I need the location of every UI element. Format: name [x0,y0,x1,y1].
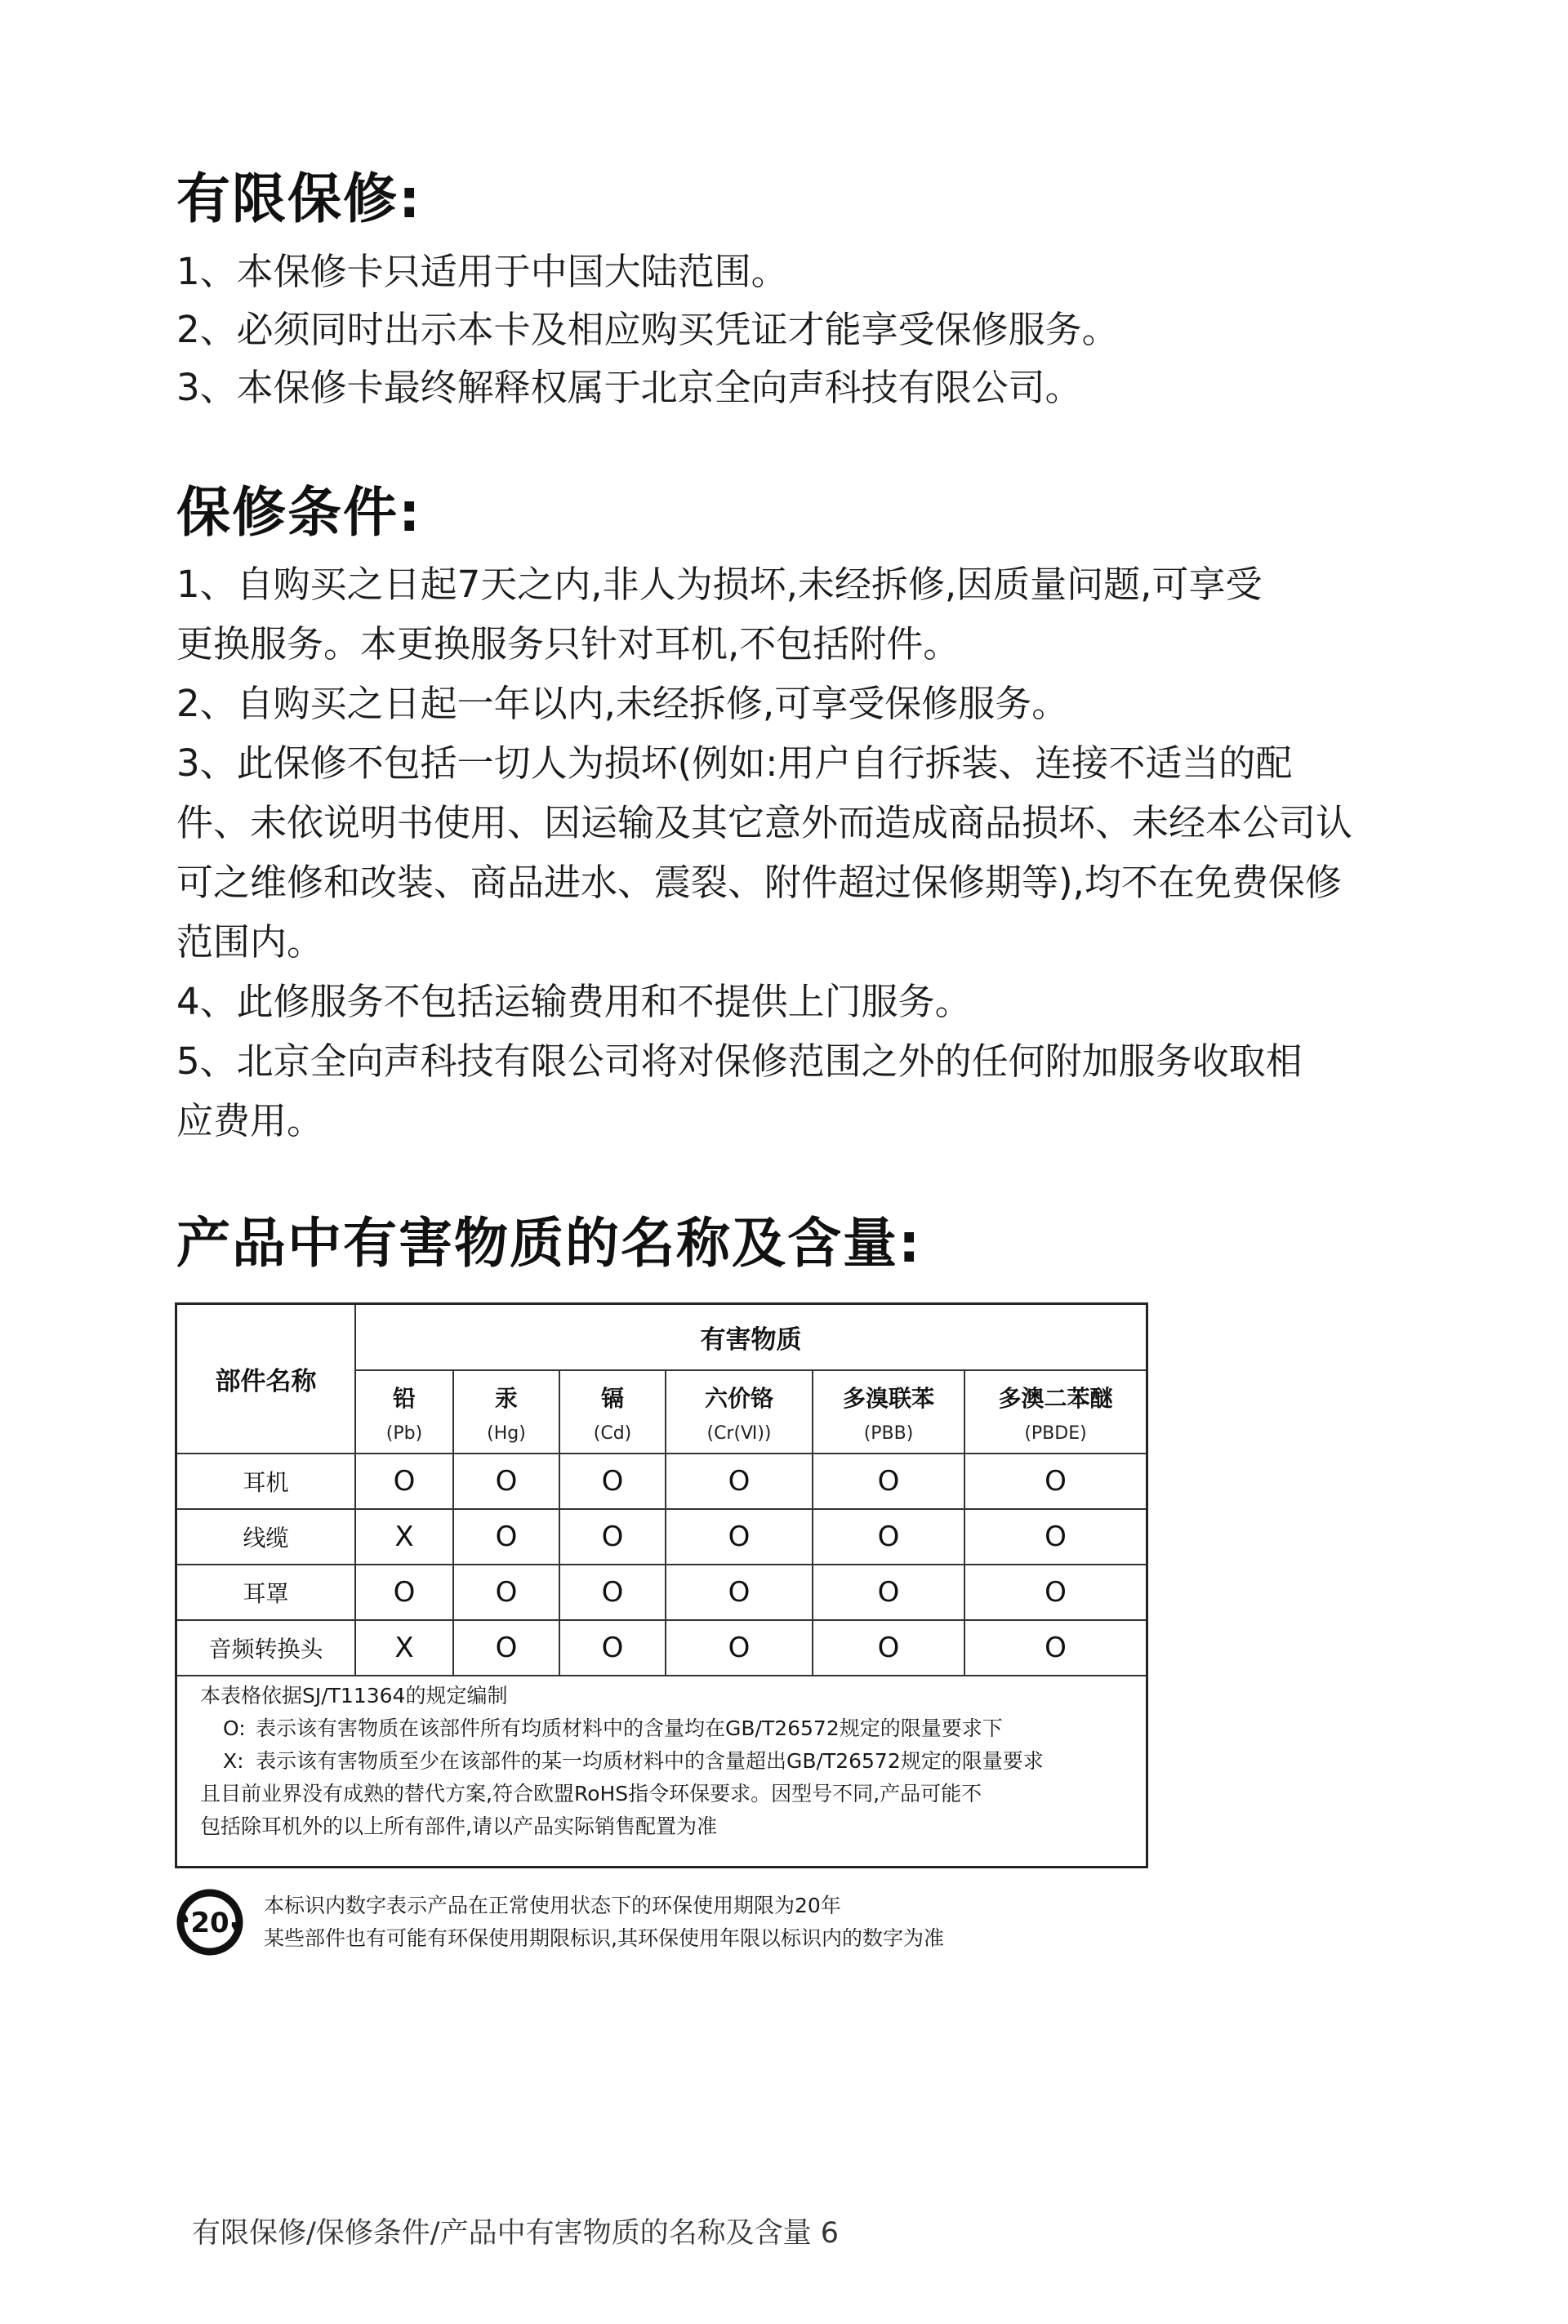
table-cell: O [666,1620,813,1676]
o-legend-text: 表示该有害物质在该部件所有均质材料中的含量均在GB/T26572规定的限量要求下 [256,1716,1003,1740]
conditions-line-10: 应费用。 [176,1099,324,1142]
warranty-item-1: 1、本保修卡只适用于中国大陆范围。 [176,250,788,293]
warranty-item-3: 3、本保修卡最终解释权属于北京全向声科技有限公司。 [176,366,1082,409]
table-cell: O [559,1509,666,1565]
o-symbol: O: [223,1716,246,1740]
hazard-table-box [175,1302,1148,1868]
table-row [177,1509,1146,1565]
conditions-line-4: 3、此保修不包括一切人为损坏(例如:用户自行拆装、连接不适当的配 [176,741,1293,785]
table-cell: X [355,1620,453,1676]
conditions-line-2: 更换服务。本更换服务只针对耳机,不包括附件。 [176,622,960,666]
table-cell: O [453,1620,559,1676]
table-cell: O [964,1565,1146,1620]
substance-header-pbb: 多溴联苯 (PBB) [813,1370,964,1454]
table-cell: X [355,1509,453,1565]
part-name: 耳罩 [177,1565,355,1620]
notes-line-4: 包括除耳机外的以上所有部件,请以产品实际销售配置为准 [200,1814,717,1838]
epup-description [264,1890,944,1955]
table-cell: O [559,1620,666,1676]
conditions-line-1: 1、自购买之日起7天之内,非人为损坏,未经拆修,因质量问题,可享受 [176,563,1263,606]
part-name: 耳机 [177,1454,355,1509]
table-cell: O [964,1620,1146,1676]
table-cell: O [813,1620,964,1676]
substance-header-cr6: 六价铬 (Cr(Ⅵ)) [666,1370,813,1454]
table-cell: O [666,1454,813,1509]
conditions-line-8: 4、此修服务不包括运输费用和不提供上门服务。 [176,980,972,1023]
substance-header-cd: 镉 (Cd) [559,1370,666,1454]
table-cell: O [453,1509,559,1565]
substance-header-pb: 铅 (Pb) [355,1370,453,1454]
hazardous-substances-header: 有害物质 [355,1305,1146,1370]
table-cell: O [813,1509,964,1565]
conditions-line-9: 5、北京全向声科技有限公司将对保修范围之外的任何附加服务收取相 [176,1040,1303,1083]
epup-line-2: 某些部件也有可能有环保使用期限标识,其环保使用年限以标识内的数字为准 [264,1926,944,1950]
table-cell: O [813,1565,964,1620]
substance-header-hg: 汞 (Hg) [453,1370,559,1454]
conditions-line-3: 2、自购买之日起一年以内,未经拆修,可享受保修服务。 [176,682,1069,725]
warranty-title: 有限保修: [176,167,422,230]
hazard-title: 产品中有害物质的名称及含量: [176,1212,922,1275]
notes-line-3: 且目前业界没有成熟的替代方案,符合欧盟RoHS指令环保要求。因型号不同,产品可能不 [200,1782,982,1805]
table-notes [200,1680,1131,1843]
epup-line-1: 本标识内数字表示产品在正常使用状态下的环保使用期限为20年 [264,1894,841,1917]
part-name: 音频转换头 [177,1620,355,1676]
table-cell: O [964,1454,1146,1509]
substance-header-pbde: 多澳二苯醚 (PBDE) [964,1370,1146,1454]
x-legend-text: 表示该有害物质至少在该部件的某一均质材料中的含量超出GB/T26572规定的限量要求 [256,1749,1044,1773]
table-cell: O [453,1454,559,1509]
table-row [177,1620,1146,1676]
table-cell: O [355,1454,453,1509]
table-cell: O [559,1454,666,1509]
warranty-item-2: 2、必须同时出示本卡及相应购买凭证才能享受保修服务。 [176,308,1119,351]
conditions-line-7: 范围内。 [176,920,324,964]
part-name: 线缆 [177,1509,355,1565]
table-cell: O [559,1565,666,1620]
conditions-title: 保修条件: [176,481,422,544]
part-name-header: 部件名称 [177,1305,355,1454]
table-cell: O [666,1509,813,1565]
table-row [177,1454,1146,1509]
page-footer: 有限保修/保修条件/产品中有害物质的名称及含量 6 [192,2217,839,2250]
table-cell: O [355,1565,453,1620]
notes-o-legend [200,1712,1131,1745]
table-cell: O [666,1565,813,1620]
conditions-line-5: 件、未依说明书使用、因运输及其它意外而造成商品损坏、未经本公司认 [176,801,1353,844]
notes-basis: 本表格依据SJ/T11364的规定编制 [200,1684,508,1707]
table-cell: O [964,1509,1146,1565]
table-row [177,1565,1146,1620]
table-cell: O [453,1565,559,1620]
x-symbol: X: [223,1749,244,1773]
table-cell: O [813,1454,964,1509]
epup-20-years-icon [176,1889,243,1956]
epup-number: 20 [190,1907,229,1939]
hazard-table [177,1305,1146,1676]
conditions-line-6: 可之维修和改装、商品进水、震裂、附件超过保修期等),均不在免费保修 [176,861,1342,904]
notes-x-legend [200,1745,1131,1778]
